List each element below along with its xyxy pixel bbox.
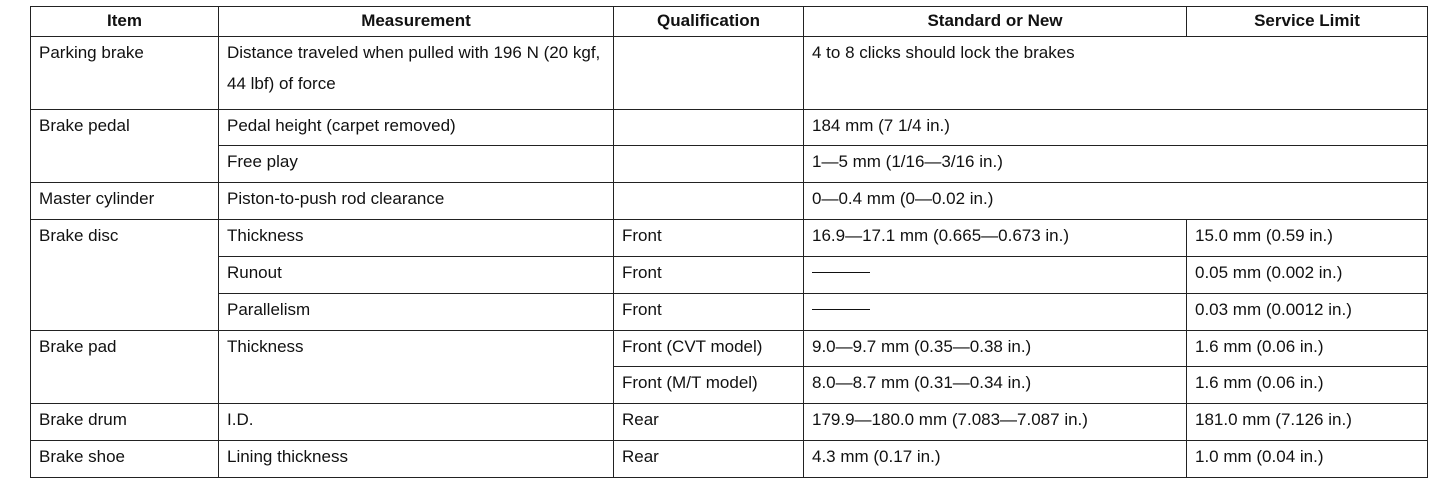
table-row bbox=[31, 146, 1428, 183]
cell-measurement: Thickness bbox=[219, 220, 614, 257]
header-measurement: Measurement bbox=[219, 7, 614, 37]
header-item: Item bbox=[31, 7, 219, 37]
cell-standard: 8.0—8.7 mm (0.31—0.34 in.) bbox=[804, 367, 1187, 404]
cell-standard: 4 to 8 clicks should lock the brakes bbox=[804, 37, 1428, 110]
cell-standard: 1—5 mm (1/16—3/16 in.) bbox=[804, 146, 1428, 183]
cell-service-limit: 0.03 mm (0.0012 in.) bbox=[1187, 293, 1428, 330]
table-row bbox=[31, 330, 1428, 367]
table-row bbox=[31, 37, 1428, 110]
cell-standard: 179.9—180.0 mm (7.083—7.087 in.) bbox=[804, 404, 1187, 441]
cell-qualification: Front (CVT model) bbox=[614, 330, 804, 367]
cell-measurement: Piston-to-push rod clearance bbox=[219, 183, 614, 220]
cell-qualification bbox=[614, 146, 804, 183]
table-row bbox=[31, 441, 1428, 478]
brake-spec-table bbox=[30, 6, 1428, 478]
table-row bbox=[31, 404, 1428, 441]
cell-measurement: Free play bbox=[219, 146, 614, 183]
table-row bbox=[31, 293, 1428, 330]
cell-qualification bbox=[614, 109, 804, 146]
cell-measurement: Parallelism bbox=[219, 293, 614, 330]
cell-standard: 16.9—17.1 mm (0.665—0.673 in.) bbox=[804, 220, 1187, 257]
cell-standard bbox=[804, 293, 1187, 330]
cell-item: Brake pad bbox=[31, 330, 219, 404]
table-row bbox=[31, 109, 1428, 146]
cell-qualification bbox=[614, 183, 804, 220]
cell-item: Brake disc bbox=[31, 220, 219, 331]
cell-service-limit: 15.0 mm (0.59 in.) bbox=[1187, 220, 1428, 257]
cell-qualification: Front bbox=[614, 220, 804, 257]
cell-item: Brake pedal bbox=[31, 109, 219, 183]
cell-measurement: Runout bbox=[219, 256, 614, 293]
cell-standard: 9.0—9.7 mm (0.35—0.38 in.) bbox=[804, 330, 1187, 367]
cell-service-limit: 181.0 mm (7.126 in.) bbox=[1187, 404, 1428, 441]
cell-qualification: Rear bbox=[614, 404, 804, 441]
cell-service-limit: 1.6 mm (0.06 in.) bbox=[1187, 367, 1428, 404]
cell-standard bbox=[804, 256, 1187, 293]
cell-item: Parking brake bbox=[31, 37, 219, 110]
cell-qualification: Rear bbox=[614, 441, 804, 478]
header-service-limit: Service Limit bbox=[1187, 7, 1428, 37]
not-applicable-dash bbox=[812, 272, 870, 273]
cell-item: Brake drum bbox=[31, 404, 219, 441]
cell-measurement: Lining thickness bbox=[219, 441, 614, 478]
cell-qualification: Front bbox=[614, 256, 804, 293]
cell-measurement: Pedal height (carpet removed) bbox=[219, 109, 614, 146]
cell-standard: 4.3 mm (0.17 in.) bbox=[804, 441, 1187, 478]
header-row bbox=[31, 7, 1428, 37]
cell-measurement: Thickness bbox=[219, 330, 614, 404]
cell-measurement: I.D. bbox=[219, 404, 614, 441]
table-row bbox=[31, 183, 1428, 220]
cell-item: Master cylinder bbox=[31, 183, 219, 220]
header-qualification: Qualification bbox=[614, 7, 804, 37]
cell-service-limit: 0.05 mm (0.002 in.) bbox=[1187, 256, 1428, 293]
cell-qualification bbox=[614, 37, 804, 110]
cell-qualification: Front (M/T model) bbox=[614, 367, 804, 404]
cell-standard: 0—0.4 mm (0—0.02 in.) bbox=[804, 183, 1428, 220]
cell-item: Brake shoe bbox=[31, 441, 219, 478]
table-row bbox=[31, 220, 1428, 257]
cell-service-limit: 1.0 mm (0.04 in.) bbox=[1187, 441, 1428, 478]
cell-service-limit: 1.6 mm (0.06 in.) bbox=[1187, 330, 1428, 367]
table-row bbox=[31, 256, 1428, 293]
cell-measurement: Distance traveled when pulled with 196 N (20 kgf, 44 lbf) of force bbox=[219, 37, 614, 110]
header-standard: Standard or New bbox=[804, 7, 1187, 37]
not-applicable-dash bbox=[812, 309, 870, 310]
cell-standard: 184 mm (7 1/4 in.) bbox=[804, 109, 1428, 146]
cell-qualification: Front bbox=[614, 293, 804, 330]
